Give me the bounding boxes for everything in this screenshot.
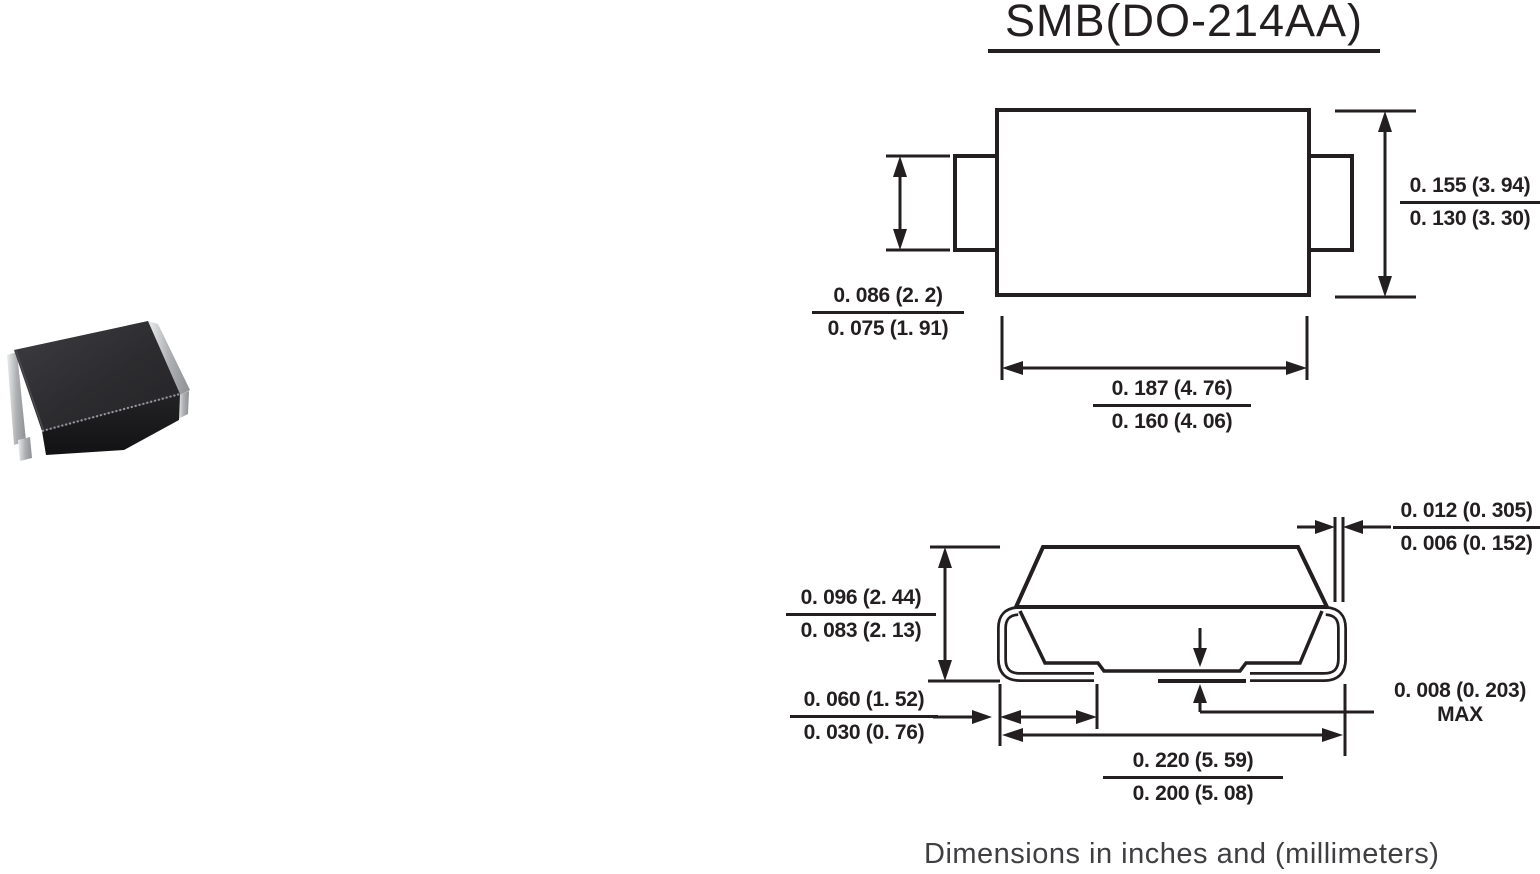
component-photo-graphic [2,298,202,478]
dim-inches: 0. 086 (2. 2) [812,284,964,314]
dim-inches: 0. 155 (3. 94) [1400,174,1540,204]
label-side-height [786,586,936,643]
dim-inches: 0. 187 (4. 76) [1093,377,1251,407]
package-title: SMB(DO-214AA) [988,0,1380,53]
dim-inches: 0. 220 (5. 59) [1103,749,1283,779]
label-side-overall-width [1103,749,1283,806]
dim-inches: 0. 012 (0. 305) [1393,499,1540,529]
dim-value: 0. 008 (0. 203) [1393,679,1527,702]
side-view-dim-overall-width [1002,684,1345,756]
top-view-dim-tab-height [886,156,950,250]
side-view-dim-foot-length [933,684,1097,746]
label-top-tab-width [812,284,964,341]
dim-inches: 0. 060 (1. 52) [790,688,938,718]
dim-mm: 0. 200 (5. 08) [1132,782,1254,805]
side-view-dim-lead-thickness [1297,517,1391,602]
label-side-standoff [1380,679,1540,727]
label-side-foot-length [790,688,938,745]
dim-mm: 0. 083 (2. 13) [800,619,922,642]
side-view-leads [1002,611,1342,677]
top-view-outline [955,110,1352,295]
side-view-dim-standoff [1158,628,1374,712]
dim-mm: 0. 130 (3. 30) [1409,207,1531,230]
dim-mm: 0. 030 (0. 76) [803,721,925,744]
side-view-body [1016,547,1327,671]
component-photo [2,298,202,478]
dim-inches: 0. 096 (2. 44) [786,586,936,616]
label-side-lead-thickness [1393,499,1540,556]
dim-mm: 0. 160 (4. 06) [1111,410,1233,433]
side-view-dim-height [928,547,1000,681]
label-top-body-width [1093,377,1251,434]
dim-mm: 0. 006 (0. 152) [1400,532,1533,555]
dim-qualifier: MAX [1437,703,1483,726]
top-view-dim-body-width [1002,316,1307,380]
dim-mm: 0. 075 (1. 91) [827,317,949,340]
units-note: Dimensions in inches and (millimeters) [924,838,1440,870]
label-top-body-height [1400,174,1540,231]
